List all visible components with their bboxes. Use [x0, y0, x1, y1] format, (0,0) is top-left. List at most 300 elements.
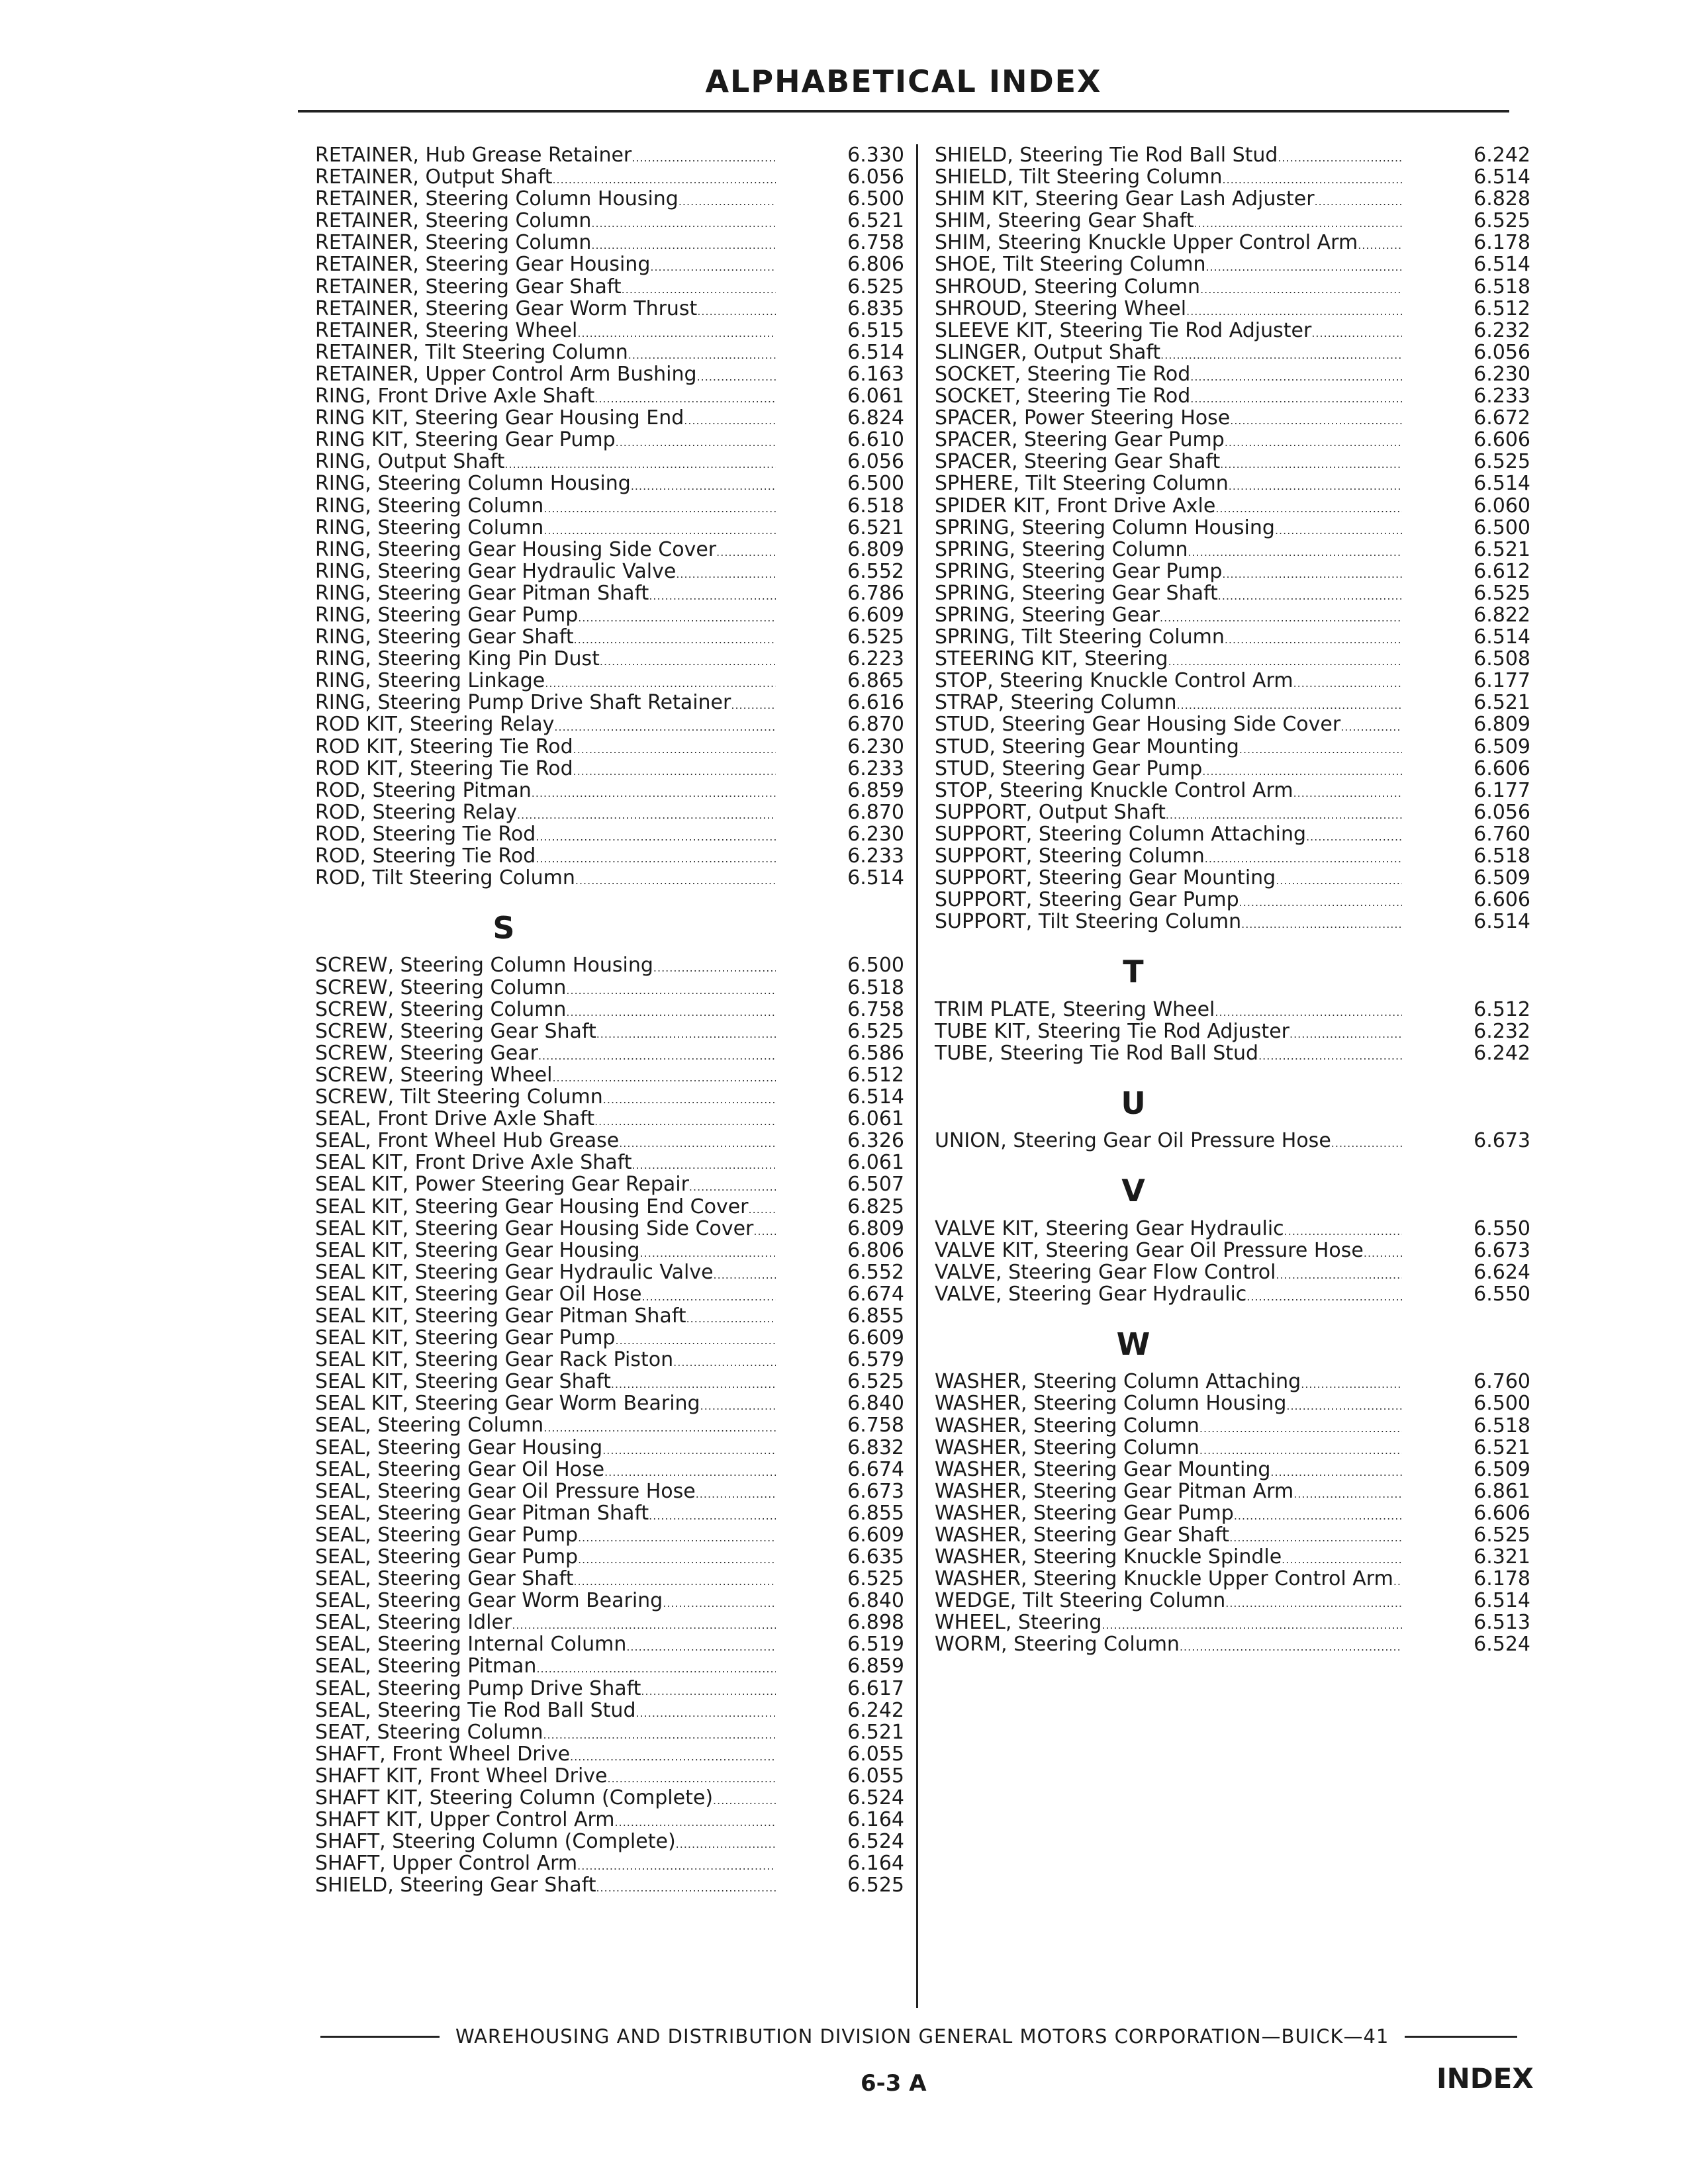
entry-name: ROD, Tilt Steering Column	[315, 866, 575, 890]
index-entry	[315, 801, 904, 823]
index-entry	[315, 1590, 904, 1612]
entry-name: SEAL, Steering Column	[315, 1414, 544, 1437]
index-entry	[935, 604, 1530, 626]
entry-page-number: 6.060	[1474, 494, 1530, 518]
entry-page-number: 6.870	[847, 800, 904, 824]
entry-name: RING, Front Drive Axle Shaft	[315, 385, 595, 408]
index-entry	[315, 363, 904, 385]
entry-page-number: 6.242	[847, 1698, 904, 1722]
index-entry	[935, 713, 1530, 735]
index-entry	[315, 604, 904, 626]
index-entry	[315, 451, 904, 473]
entry-name: RETAINER, Tilt Steering Column	[315, 340, 628, 364]
entry-page-number: 6.870	[847, 713, 904, 737]
entry-page-number: 6.550	[1474, 1282, 1530, 1306]
entry-name: TRIM PLATE, Steering Wheel	[935, 997, 1215, 1021]
entry-name: RETAINER, Output Shaft	[315, 165, 553, 189]
dot-leader	[1200, 279, 1402, 300]
dot-leader	[1241, 913, 1402, 935]
dot-leader	[594, 1111, 776, 1132]
entry-page-number: 6.514	[1474, 472, 1530, 496]
footer-line	[320, 2025, 1525, 2048]
index-entry	[315, 561, 904, 582]
index-entry	[315, 1086, 904, 1108]
entry-page-number: 6.606	[1474, 428, 1530, 452]
index-entry	[935, 823, 1530, 845]
entry-name: RING, Steering Column Housing	[315, 472, 631, 496]
index-entry	[315, 1852, 904, 1874]
entry-name: RETAINER, Steering Wheel	[315, 318, 578, 342]
dot-leader	[697, 366, 776, 388]
index-entry	[315, 1809, 904, 1831]
section-letter-heading	[935, 1152, 1530, 1217]
dot-leader	[1276, 1264, 1403, 1286]
dot-leader	[575, 870, 776, 891]
dot-leader	[731, 694, 776, 716]
entry-name: RETAINER, Steering Gear Worm Thrust	[315, 296, 698, 320]
dot-leader	[1301, 1373, 1402, 1395]
index-entry	[315, 1261, 904, 1283]
entry-name: SEAL KIT, Steering Gear Hydraulic Valve	[315, 1260, 714, 1284]
entry-page-number: 6.500	[847, 187, 904, 211]
entry-name: RING, Steering Gear Hydraulic Valve	[315, 559, 677, 583]
dot-leader	[532, 782, 776, 804]
entry-page-number: 6.513	[1474, 1611, 1530, 1635]
index-entry	[315, 1349, 904, 1371]
entry-name: SEAL, Steering Tie Rod Ball Stud	[315, 1698, 636, 1722]
dot-leader	[1218, 585, 1402, 607]
dot-leader	[1205, 256, 1402, 278]
index-entry	[315, 341, 904, 363]
index-entry	[935, 1459, 1530, 1480]
index-entry	[315, 1240, 904, 1261]
dot-leader	[1234, 1505, 1402, 1527]
index-entry	[315, 736, 904, 758]
entry-page-number: 6.673	[1474, 1129, 1530, 1153]
index-entry	[315, 954, 904, 976]
index-entry	[315, 1787, 904, 1809]
dot-leader	[566, 1001, 776, 1023]
entry-page-number: 6.521	[847, 1720, 904, 1744]
entry-name: SEAL KIT, Steering Gear Oil Hose	[315, 1282, 642, 1306]
entry-page-number: 6.674	[847, 1457, 904, 1481]
dot-leader	[1306, 826, 1402, 848]
entry-name: SPACER, Power Steering Hose	[935, 406, 1231, 430]
entry-page-number: 6.525	[847, 625, 904, 649]
index-entry	[935, 385, 1530, 407]
index-entry	[315, 232, 904, 253]
dot-leader	[1293, 1483, 1402, 1505]
index-entry	[935, 758, 1530, 780]
index-entry	[315, 210, 904, 232]
entry-name: RING KIT, Steering Gear Pump	[315, 428, 616, 452]
index-entry	[315, 1480, 904, 1502]
index-entry	[935, 1590, 1530, 1612]
entry-name: SPRING, Steering Column Housing	[935, 516, 1275, 539]
entry-name: VALVE KIT, Steering Gear Hydraulic	[935, 1216, 1284, 1240]
entry-name: SEAL, Steering Pitman	[315, 1655, 537, 1678]
entry-page-number: 6.521	[847, 516, 904, 539]
dot-leader	[1225, 1592, 1402, 1614]
entry-name: SEAL, Front Drive Axle Shaft	[315, 1107, 595, 1131]
dot-leader	[1293, 672, 1402, 694]
entry-name: SHAFT KIT, Front Wheel Drive	[315, 1764, 608, 1788]
dot-leader	[1229, 475, 1402, 497]
dot-leader	[577, 1855, 776, 1877]
index-entry	[315, 845, 904, 867]
entry-page-number: 6.758	[847, 997, 904, 1021]
entry-name: SPHERE, Tilt Steering Column	[935, 472, 1229, 496]
dot-leader	[1311, 322, 1402, 344]
index-entry	[315, 276, 904, 298]
dot-leader	[1225, 432, 1402, 453]
entry-page-number: 6.232	[1474, 1019, 1530, 1043]
index-entry	[935, 867, 1530, 889]
entry-name: VALVE, Steering Gear Flow Control	[935, 1260, 1276, 1284]
dot-leader	[1180, 1636, 1402, 1658]
entry-page-number: 6.609	[847, 603, 904, 627]
entry-page-number: 6.514	[847, 1085, 904, 1109]
dot-leader	[684, 410, 776, 432]
entry-page-number: 6.552	[847, 559, 904, 583]
entry-name: WASHER, Steering Gear Pump	[935, 1501, 1234, 1525]
entry-page-number: 6.521	[1474, 1435, 1530, 1459]
entry-name: WASHER, Steering Knuckle Upper Control Arm	[935, 1567, 1393, 1591]
entry-name: SEAL KIT, Steering Gear Shaft	[315, 1370, 611, 1394]
dot-leader	[578, 1549, 776, 1570]
dot-leader	[1220, 453, 1402, 475]
index-entry	[935, 363, 1530, 385]
entry-page-number: 6.232	[1474, 318, 1530, 342]
dot-leader	[1364, 1242, 1402, 1264]
index-entry	[935, 341, 1530, 363]
section-letter: W	[1116, 1326, 1150, 1363]
entry-name: WHEEL, Steering	[935, 1611, 1102, 1635]
footer-text: WAREHOUSING AND DISTRIBUTION DIVISION GENERAL MOTORS CORPORATION—BUICK—41	[455, 2025, 1389, 2048]
dot-leader	[1275, 520, 1402, 541]
dot-leader	[1160, 344, 1402, 366]
index-entry	[935, 648, 1530, 670]
entry-page-number: 6.230	[1474, 362, 1530, 386]
entry-page-number: 6.525	[847, 1874, 904, 1897]
entry-name: STUD, Steering Gear Pump	[935, 756, 1203, 780]
entry-name: WASHER, Steering Column Attaching	[935, 1370, 1301, 1394]
index-entry	[315, 1743, 904, 1765]
entry-name: RING, Steering Column	[315, 516, 544, 539]
index-entry	[315, 1568, 904, 1590]
entry-page-number: 6.855	[847, 1501, 904, 1525]
entry-page-number: 6.806	[847, 1238, 904, 1262]
index-entry	[315, 1305, 904, 1327]
dot-leader	[596, 1023, 776, 1045]
entry-page-number: 6.617	[847, 1676, 904, 1700]
section-letter-heading	[315, 889, 904, 954]
index-entry	[315, 1655, 904, 1677]
index-entry	[315, 539, 904, 561]
index-entry	[935, 626, 1530, 648]
index-entry	[315, 1371, 904, 1392]
entry-name: SEAL KIT, Steering Gear Housing Side Cover	[315, 1216, 754, 1240]
index-entry	[315, 823, 904, 845]
entry-name: RING, Steering Column	[315, 494, 544, 518]
index-entry	[315, 867, 904, 889]
dot-leader	[619, 1132, 776, 1154]
entry-page-number: 6.861	[1474, 1479, 1530, 1503]
index-entry	[315, 407, 904, 429]
section-label: INDEX	[1436, 2062, 1534, 2095]
entry-page-number: 6.865	[847, 669, 904, 693]
entry-page-number: 6.525	[1474, 209, 1530, 233]
dot-leader	[603, 1089, 776, 1111]
dot-leader	[1230, 410, 1402, 432]
index-entry	[315, 1700, 904, 1721]
entry-page-number: 6.840	[847, 1392, 904, 1416]
entry-name: SHAFT, Upper Control Arm	[315, 1852, 578, 1876]
entry-page-number: 6.164	[847, 1852, 904, 1876]
entry-name: RING, Output Shaft	[315, 450, 505, 474]
index-entry	[935, 1568, 1530, 1590]
entry-name: RING, Steering Gear Pitman Shaft	[315, 581, 649, 605]
entry-page-number: 6.524	[847, 1830, 904, 1854]
entry-page-number: 6.672	[1474, 406, 1530, 430]
entry-name: VALVE, Steering Gear Hydraulic	[935, 1282, 1247, 1306]
entry-name: SEAL, Steering Gear Pump	[315, 1523, 579, 1547]
dot-leader	[578, 1527, 776, 1549]
entry-page-number: 6.824	[847, 406, 904, 430]
entry-page-number: 6.514	[847, 340, 904, 364]
dot-leader	[679, 191, 776, 212]
entry-page-number: 6.056	[847, 450, 904, 474]
index-entry	[315, 977, 904, 999]
entry-name: SCREW, Tilt Steering Column	[315, 1085, 603, 1109]
entry-name: SEAL KIT, Steering Gear Housing End Cover	[315, 1195, 749, 1218]
index-entry	[315, 1414, 904, 1436]
entry-page-number: 6.330	[847, 144, 904, 167]
entry-page-number: 6.178	[1474, 231, 1530, 255]
entry-page-number: 6.521	[1474, 691, 1530, 715]
entry-name: SEAL, Steering Gear Pitman Shaft	[315, 1501, 649, 1525]
entry-name: ROD, Steering Pitman	[315, 778, 532, 802]
entry-page-number: 6.525	[1474, 450, 1530, 474]
entry-page-number: 6.519	[847, 1633, 904, 1657]
entry-name: SEAL, Steering Gear Shaft	[315, 1567, 574, 1591]
dot-leader	[1331, 1132, 1402, 1154]
entry-name: ROD KIT, Steering Tie Rod	[315, 756, 573, 780]
entry-name: SCREW, Steering Wheel	[315, 1063, 553, 1087]
dot-leader	[1222, 563, 1402, 585]
entry-name: SHIM, Steering Gear Shaft	[935, 209, 1194, 233]
entry-page-number: 6.500	[847, 472, 904, 496]
index-entry	[315, 670, 904, 692]
entry-page-number: 6.514	[847, 866, 904, 890]
title-rule	[298, 110, 1509, 113]
index-entry	[935, 1130, 1530, 1152]
dot-leader	[632, 147, 776, 169]
dot-leader	[543, 498, 776, 520]
entry-name: ROD, Steering Tie Rod	[315, 844, 536, 868]
index-entry	[315, 1152, 904, 1173]
entry-page-number: 6.835	[847, 296, 904, 320]
dot-leader	[635, 1702, 776, 1724]
dot-leader	[517, 804, 776, 826]
entry-page-number: 6.828	[1474, 187, 1530, 211]
dot-leader	[1239, 891, 1402, 913]
index-entry	[935, 780, 1530, 801]
index-entry	[935, 276, 1530, 298]
entry-name: SPRING, Steering Gear	[935, 603, 1160, 627]
entry-name: SEAL, Steering Idler	[315, 1611, 512, 1635]
entry-name: STEERING KIT, Steering	[935, 647, 1168, 671]
dot-leader	[649, 585, 776, 607]
dot-leader	[676, 563, 776, 585]
entry-name: SPIDER KIT, Front Drive Axle	[935, 494, 1216, 518]
index-entry	[935, 911, 1530, 933]
index-entry	[315, 1173, 904, 1195]
entry-name: SHIELD, Steering Tie Rod Ball Stud	[935, 144, 1278, 167]
entry-page-number: 6.233	[1474, 385, 1530, 408]
entry-name: SPRING, Steering Gear Pump	[935, 559, 1223, 583]
dot-leader	[714, 1264, 776, 1286]
dot-leader	[538, 1045, 776, 1067]
dot-leader	[578, 607, 776, 629]
index-entry	[935, 539, 1530, 561]
entry-page-number: 6.674	[847, 1282, 904, 1306]
index-entry	[935, 1392, 1530, 1414]
entry-page-number: 6.609	[847, 1326, 904, 1350]
entry-name: UNION, Steering Gear Oil Pressure Hose	[935, 1129, 1331, 1153]
entry-name: WASHER, Steering Gear Shaft	[935, 1523, 1230, 1547]
dot-leader	[626, 1636, 776, 1658]
entry-page-number: 6.164	[847, 1808, 904, 1832]
dot-leader	[591, 212, 776, 234]
entry-name: RETAINER, Steering Column Housing	[315, 187, 679, 211]
entry-page-number: 6.061	[847, 385, 904, 408]
entry-name: SPRING, Tilt Steering Column	[935, 625, 1225, 649]
entry-name: SEAL KIT, Steering Gear Worm Bearing	[315, 1392, 700, 1416]
entry-page-number: 6.525	[1474, 1523, 1530, 1547]
entry-name: SUPPORT, Steering Gear Mounting	[935, 866, 1276, 890]
index-entry	[315, 517, 904, 539]
entry-name: SPRING, Steering Column	[935, 537, 1188, 561]
entry-name: SHOE, Tilt Steering Column	[935, 253, 1206, 277]
entry-name: SEAL, Front Wheel Hub Grease	[315, 1129, 620, 1153]
entry-page-number: 6.515	[847, 318, 904, 342]
dot-leader	[536, 826, 776, 848]
entry-page-number: 6.525	[847, 1567, 904, 1591]
entry-name: RING, Steering Gear Shaft	[315, 625, 574, 649]
index-entry	[935, 320, 1530, 341]
index-entry	[315, 1524, 904, 1546]
entry-name: SEAL, Steering Gear Pump	[315, 1545, 579, 1569]
dot-leader	[673, 1351, 776, 1373]
entry-page-number: 6.809	[847, 1216, 904, 1240]
index-entry	[315, 473, 904, 494]
entry-name: ROD, Steering Relay	[315, 800, 518, 824]
entry-name: SEAT, Steering Column	[315, 1720, 543, 1744]
entry-name: SPACER, Steering Gear Shaft	[935, 450, 1221, 474]
index-entry	[315, 648, 904, 670]
entry-page-number: 6.321	[1474, 1545, 1530, 1569]
dot-leader	[1239, 739, 1402, 760]
entry-name: STUD, Steering Gear Mounting	[935, 735, 1239, 758]
index-entry	[935, 1371, 1530, 1392]
index-entry	[935, 561, 1530, 582]
dot-leader	[1225, 629, 1402, 651]
entry-name: WORM, Steering Column	[935, 1633, 1180, 1657]
entry-page-number: 6.514	[1474, 253, 1530, 277]
index-entry	[315, 1196, 904, 1218]
entry-name: SUPPORT, Steering Column	[935, 844, 1205, 868]
footer-rule-right	[1405, 2036, 1517, 2038]
entry-page-number: 6.500	[1474, 516, 1530, 539]
index-entry	[315, 298, 904, 320]
entry-name: SCREW, Steering Gear	[315, 1041, 538, 1065]
entry-name: ROD KIT, Steering Tie Rod	[315, 735, 573, 758]
dot-leader	[1190, 366, 1402, 388]
entry-page-number: 6.832	[847, 1435, 904, 1459]
index-entry	[315, 1130, 904, 1152]
entry-name: SHAFT KIT, Upper Control Arm	[315, 1808, 615, 1832]
entry-page-number: 6.512	[847, 1063, 904, 1087]
entry-name: RING, Steering King Pin Dust	[315, 647, 600, 671]
entry-name: SHIELD, Tilt Steering Column	[935, 165, 1223, 189]
index-entry	[935, 1240, 1530, 1261]
dot-leader	[676, 1833, 776, 1855]
entry-page-number: 6.055	[847, 1742, 904, 1766]
index-entry	[935, 1480, 1530, 1502]
entry-page-number: 6.500	[847, 954, 904, 978]
entry-page-number: 6.579	[847, 1348, 904, 1372]
index-entry	[935, 692, 1530, 713]
index-entry	[315, 188, 904, 210]
entry-page-number: 6.233	[847, 756, 904, 780]
section-letter-heading	[935, 1064, 1530, 1130]
entry-name: SPRING, Steering Gear Shaft	[935, 581, 1218, 605]
entry-name: RING, Steering Gear Pump	[315, 603, 579, 627]
entry-page-number: 6.518	[1474, 1414, 1530, 1437]
entry-page-number: 6.673	[1474, 1238, 1530, 1262]
dot-leader	[713, 1790, 776, 1811]
index-entry	[315, 1327, 904, 1349]
entry-name: SCREW, Steering Column	[315, 997, 567, 1021]
dot-leader	[653, 957, 776, 979]
left-index-column	[315, 144, 904, 1897]
entry-page-number: 6.518	[1474, 844, 1530, 868]
entry-name: SLEEVE KIT, Steering Tie Rod Adjuster	[935, 318, 1312, 342]
dot-leader	[753, 1220, 776, 1242]
index-entry	[315, 1042, 904, 1064]
index-entry	[935, 1524, 1530, 1546]
index-entry	[935, 517, 1530, 539]
entry-name: TUBE, Steering Tie Rod Ball Stud	[935, 1041, 1259, 1065]
entry-page-number: 6.606	[1474, 888, 1530, 912]
entry-name: SUPPORT, Output Shaft	[935, 800, 1166, 824]
index-entry	[315, 1437, 904, 1459]
index-entry	[315, 166, 904, 188]
entry-page-number: 6.514	[1474, 910, 1530, 934]
column-divider	[916, 144, 918, 2008]
entry-name: TUBE KIT, Steering Tie Rod Adjuster	[935, 1019, 1289, 1043]
entry-name: RETAINER, Steering Column	[315, 209, 592, 233]
entry-page-number: 6.859	[847, 778, 904, 802]
dot-leader	[616, 432, 776, 453]
index-entry	[315, 626, 904, 648]
entry-page-number: 6.509	[1474, 866, 1530, 890]
entry-page-number: 6.612	[1474, 559, 1530, 583]
entry-name: WASHER, Steering Column	[935, 1435, 1199, 1459]
entry-page-number: 6.524	[847, 1786, 904, 1810]
index-entry	[315, 713, 904, 735]
